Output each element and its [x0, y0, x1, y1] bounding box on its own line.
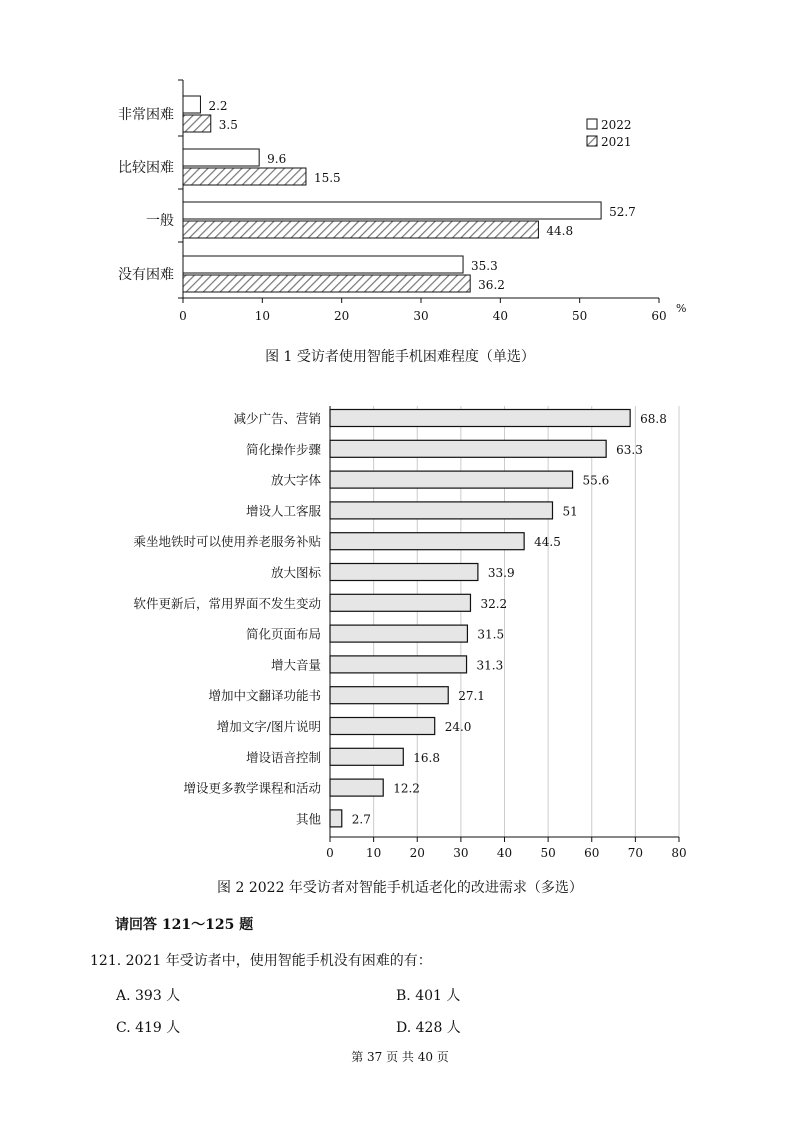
x-tick-label: 0 — [179, 309, 187, 323]
x-tick-label: 30 — [453, 846, 469, 860]
category-label: 比较困难 — [118, 160, 174, 176]
category-label: 增设语音控制 — [245, 749, 321, 765]
category-label: 没有困难 — [118, 267, 174, 283]
option-b[interactable]: B. 401 人 — [396, 988, 461, 1004]
bar-2022 — [183, 202, 601, 219]
x-tick-label: 80 — [671, 846, 687, 860]
bar — [330, 625, 467, 642]
category-label: 增加中文翻译功能书 — [208, 688, 321, 704]
bar — [330, 687, 448, 704]
x-tick-label: 30 — [413, 309, 429, 323]
bar-value-label: 9.6 — [267, 152, 287, 166]
question-121: 121. 2021 年受访者中，使用智能手机没有困难的有： — [90, 953, 432, 969]
bar — [330, 810, 342, 827]
bar-value-label: 12.2 — [393, 781, 420, 796]
bar-value-label: 24.0 — [444, 720, 472, 734]
bar-value-label: 63.3 — [616, 442, 643, 457]
bar-2021 — [183, 275, 470, 292]
bar-value-label: 51 — [562, 504, 578, 519]
bar — [330, 471, 573, 488]
x-tick-label: 10 — [365, 846, 382, 860]
bar — [330, 779, 383, 796]
x-tick-label: 50 — [572, 309, 588, 323]
category-label: 一般 — [146, 213, 174, 229]
bar — [330, 748, 403, 765]
bar — [330, 564, 478, 581]
legend-label: 2022 — [601, 118, 632, 132]
chart-improvement-needs — [0, 400, 800, 870]
bar-value-label: 3.5 — [218, 118, 238, 132]
bar-value-label: 68.8 — [640, 412, 667, 426]
bar-2022 — [183, 149, 259, 166]
bar-value-label: 55.6 — [582, 473, 610, 488]
option-c[interactable]: C. 419 人 — [116, 1020, 181, 1036]
category-label: 其他 — [295, 811, 321, 827]
category-label: 简化操作步骤 — [245, 441, 321, 457]
bar-value-label: 2.2 — [208, 99, 228, 113]
legend-swatch-2021 — [587, 136, 597, 146]
x-tick-label: 0 — [326, 846, 334, 860]
category-label: 减少广告、营销 — [233, 411, 321, 426]
bar-value-label: 36.2 — [478, 278, 505, 292]
bar-value-label: 31.3 — [476, 658, 504, 673]
option-a[interactable]: A. 393 人 — [116, 988, 181, 1004]
category-label: 放大图标 — [270, 565, 321, 580]
category-label: 增加文字/图片说明 — [216, 719, 321, 734]
page-footer: 第 37 页 共 40 页 — [351, 1050, 449, 1064]
category-label: 非常困难 — [118, 107, 174, 123]
bar — [330, 718, 435, 735]
x-tick-label: 10 — [254, 309, 270, 323]
bar — [330, 656, 467, 673]
figure-2-caption: 图 2 2022 年受访者对智能手机适老化的改进需求（多选） — [217, 880, 583, 896]
bar — [330, 410, 630, 427]
bar-value-label: 52.7 — [609, 205, 636, 219]
bar-value-label: 44.5 — [534, 535, 561, 550]
x-tick-label: 20 — [409, 846, 425, 860]
option-d[interactable]: D. 428 人 — [396, 1020, 461, 1036]
category-label: 增设人工客服 — [245, 503, 321, 519]
legend-swatch-2022 — [587, 119, 597, 129]
x-tick-label: 20 — [334, 309, 350, 323]
x-tick-label: 70 — [627, 846, 644, 860]
category-label: 增大音量 — [270, 657, 321, 673]
bar — [330, 502, 552, 519]
x-tick-label: 40 — [496, 846, 513, 860]
category-label: 放大字体 — [270, 472, 321, 488]
bar-value-label: 16.8 — [413, 750, 441, 765]
bar-value-label: 33.9 — [487, 566, 515, 580]
bar — [330, 440, 606, 457]
bar-value-label: 35.3 — [471, 259, 498, 273]
bar-2021 — [183, 168, 306, 185]
legend-label: 2021 — [601, 135, 632, 149]
bar-2021 — [183, 221, 538, 238]
bar-2021 — [183, 115, 211, 132]
x-axis-unit: % — [676, 302, 687, 315]
bar-value-label: 15.5 — [313, 171, 341, 185]
figure-1-caption: 图 1 受访者使用智能手机困难程度（单选） — [265, 349, 535, 365]
bar-value-label: 31.5 — [477, 627, 505, 642]
category-label: 乘坐地铁时可以使用养老服务补贴 — [133, 534, 321, 550]
bar — [330, 594, 470, 611]
section-heading: 请回答 121～125 题 — [115, 917, 254, 933]
bar — [330, 533, 524, 550]
bar-value-label: 2.7 — [351, 812, 371, 827]
bar-value-label: 27.1 — [458, 689, 485, 704]
bar-2022 — [183, 96, 200, 113]
x-tick-label: 60 — [651, 309, 667, 323]
bar-value-label: 32.2 — [480, 596, 508, 611]
category-label: 简化页面布局 — [245, 626, 321, 642]
category-label: 软件更新后，常用界面不发生变动 — [133, 595, 321, 611]
x-tick-label: 40 — [492, 309, 508, 323]
bar-value-label: 44.8 — [546, 224, 574, 238]
bar-2022 — [183, 256, 463, 273]
x-tick-label: 60 — [584, 846, 600, 860]
category-label: 增设更多教学课程和活动 — [183, 780, 321, 796]
x-tick-label: 50 — [540, 846, 556, 860]
